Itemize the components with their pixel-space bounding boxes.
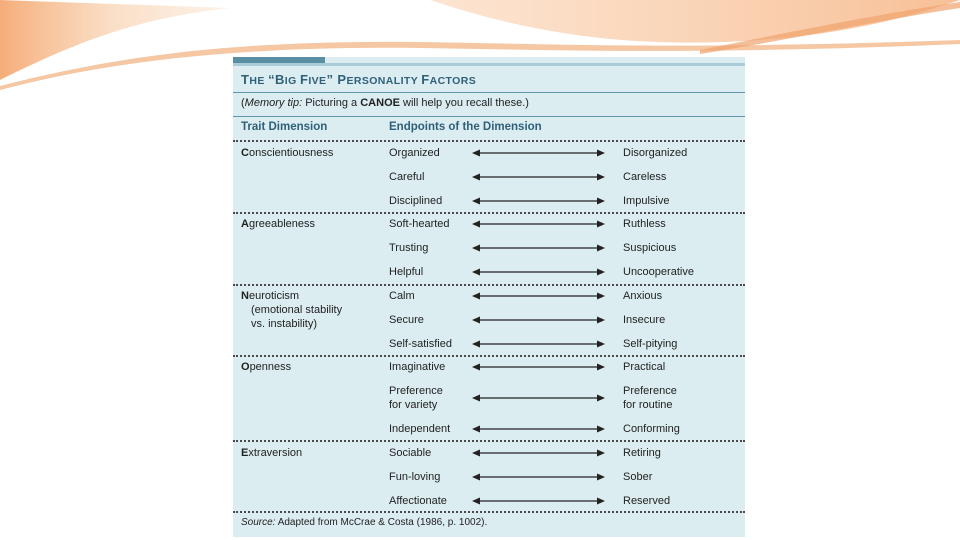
right-endpoint: Insecure — [623, 314, 666, 326]
trait-extraversion: Extraversion — [241, 447, 303, 459]
trait-openness: Openness — [241, 361, 292, 373]
left-endpoint: Helpful — [389, 266, 424, 278]
right-endpoint: Reserved — [623, 495, 671, 507]
memory-tip: (Memory tip: Picturing a CANOE will help you recall these.) — [241, 97, 529, 109]
double-arrow-icon — [472, 425, 605, 433]
right-endpoint: Impulsive — [623, 195, 670, 207]
left-endpoint: Secure — [389, 314, 424, 326]
title-divider — [233, 92, 745, 93]
group-divider — [233, 355, 745, 357]
right-endpoint: Preference — [623, 385, 677, 397]
left-endpoint: Trusting — [389, 242, 429, 254]
right-endpoint: Retiring — [623, 447, 661, 459]
right-endpoint: Careless — [623, 171, 667, 183]
trait-neuroticism: Neuroticism — [241, 290, 300, 302]
left-endpoint: Soft-hearted — [389, 218, 450, 230]
header-trait-dimension: Trait Dimension — [241, 121, 328, 133]
double-arrow-icon — [472, 292, 605, 300]
double-arrow-icon — [472, 220, 605, 228]
left-endpoint: Careful — [389, 171, 425, 183]
double-arrow-icon — [472, 473, 605, 481]
double-arrow-icon — [472, 340, 605, 348]
right-endpoint: Suspicious — [623, 242, 677, 254]
double-arrow-icon — [472, 363, 605, 371]
trait-note: (emotional stability — [251, 304, 343, 316]
right-endpoint: Self-pitying — [623, 338, 678, 350]
left-endpoint: Affectionate — [389, 495, 447, 507]
right-endpoint: Disorganized — [623, 147, 688, 159]
source-note: Source: Adapted from McCrae & Costa (1986, p. 1002). — [241, 517, 488, 528]
group-divider — [233, 440, 745, 442]
group-divider — [233, 212, 745, 214]
trait-conscientiousness: Conscientiousness — [241, 147, 334, 159]
left-endpoint: Imaginative — [389, 361, 446, 373]
left-endpoint: Self-satisfied — [389, 338, 452, 350]
right-endpoint: Ruthless — [623, 218, 666, 230]
right-endpoint: Conforming — [623, 423, 680, 435]
trait-note: vs. instability) — [251, 318, 318, 330]
source-divider — [233, 511, 745, 513]
trait-agreeableness: Agreeableness — [241, 218, 316, 230]
left-endpoint: Sociable — [389, 447, 432, 459]
double-arrow-icon — [472, 244, 605, 252]
double-arrow-icon — [472, 173, 605, 181]
group-divider — [233, 284, 745, 286]
swoosh-left — [0, 0, 230, 80]
double-arrow-icon — [472, 197, 605, 205]
left-endpoint: Disciplined — [389, 195, 443, 207]
table-title: THE “BIG FIVE” PERSONALITY FACTORS — [241, 72, 477, 87]
double-arrow-icon — [472, 149, 605, 157]
tip-divider — [233, 116, 745, 117]
left-endpoint: Calm — [389, 290, 415, 302]
right-endpoint: Uncooperative — [623, 266, 694, 278]
right-endpoint-line2: for routine — [623, 399, 673, 411]
left-endpoint-line2: for variety — [389, 399, 438, 411]
double-arrow-icon — [472, 316, 605, 324]
double-arrow-icon — [472, 268, 605, 276]
panel-top-rule — [233, 63, 745, 66]
header-divider — [233, 140, 745, 142]
double-arrow-icon — [472, 449, 605, 457]
double-arrow-icon — [472, 497, 605, 505]
header-endpoints: Endpoints of the Dimension — [389, 121, 542, 133]
right-endpoint: Anxious — [623, 290, 663, 302]
left-endpoint: Preference — [389, 385, 443, 397]
left-endpoint: Organized — [389, 147, 440, 159]
left-endpoint: Independent — [389, 423, 451, 435]
right-endpoint: Sober — [623, 471, 653, 483]
right-endpoint: Practical — [623, 361, 666, 373]
left-endpoint: Fun-loving — [389, 471, 441, 483]
double-arrow-icon — [472, 394, 605, 402]
